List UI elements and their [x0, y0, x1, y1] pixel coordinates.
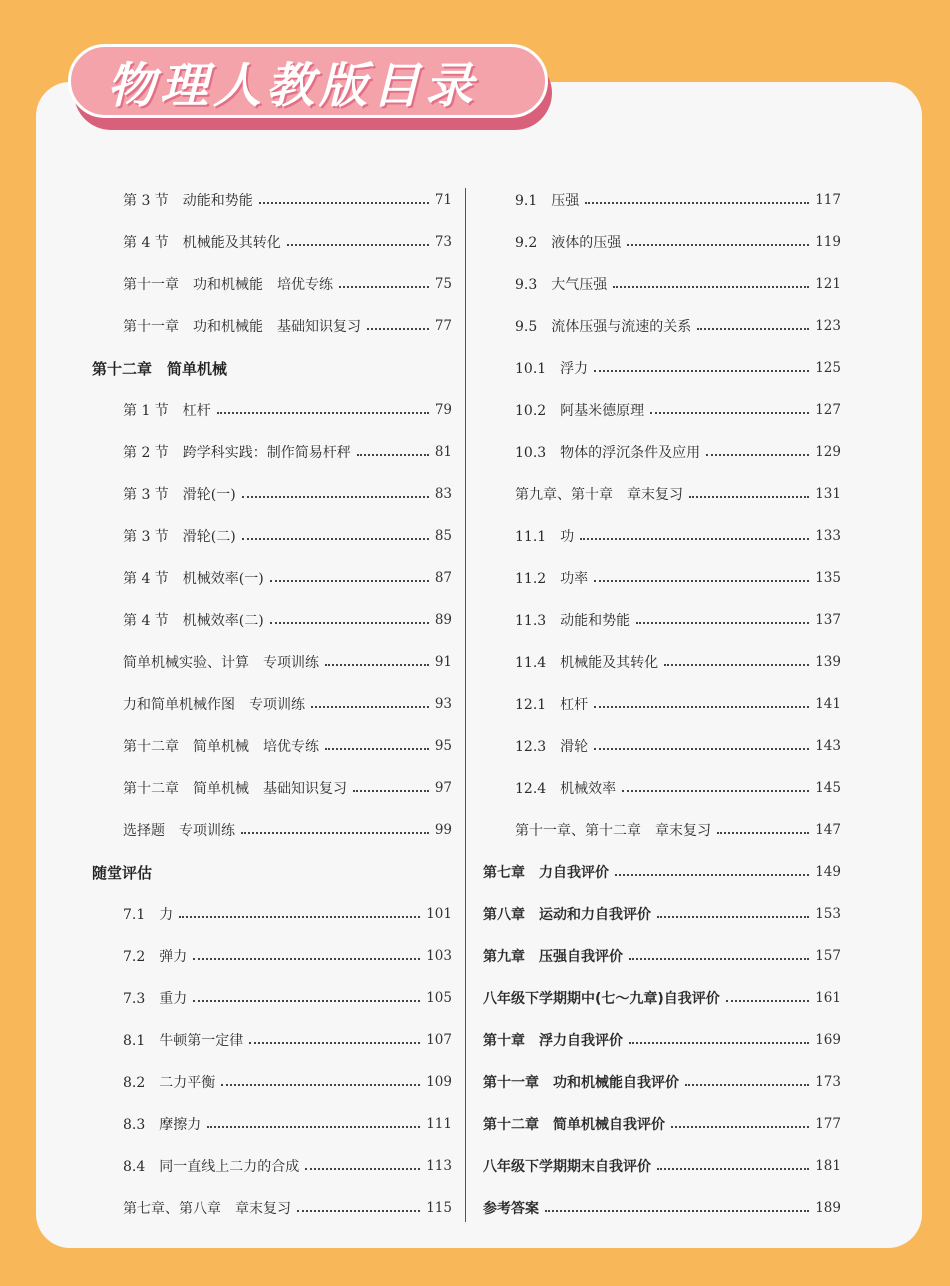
toc-entry-page: 115 [426, 1200, 452, 1216]
toc-entry-title: 11.3 动能和势能 [515, 613, 631, 629]
toc-entry-title: 7.3 重力 [123, 991, 188, 1007]
toc-entry-title: 第 3 节 滑轮(一) [123, 487, 236, 503]
dot-leader [193, 958, 420, 960]
toc-entry-page: 181 [815, 1158, 841, 1174]
toc-entry[interactable] [483, 1103, 841, 1145]
toc-entry[interactable] [483, 641, 841, 683]
toc-entry-page: 177 [815, 1116, 841, 1132]
toc-entry-title: 第八章 运动和力自我评价 [483, 907, 651, 923]
toc-entry[interactable] [92, 641, 452, 683]
toc-left-column [92, 179, 452, 1229]
toc-entry-title: 7.2 弹力 [123, 949, 188, 965]
dot-leader [179, 916, 420, 918]
toc-entry-page: 117 [815, 192, 841, 208]
dot-leader [221, 1084, 420, 1086]
toc-entry-title: 第十一章 功和机械能 基础知识复习 [123, 319, 361, 335]
toc-entry-page: 77 [434, 318, 452, 334]
toc-right-column [483, 179, 841, 1229]
dot-leader [594, 706, 809, 708]
toc-entry-title: 12.4 机械效率 [515, 781, 617, 797]
toc-entry[interactable] [92, 515, 452, 557]
toc-section-heading: 随堂评估 [92, 863, 153, 882]
dot-leader [580, 538, 809, 540]
toc-entry[interactable] [483, 473, 841, 515]
toc-entry[interactable] [92, 767, 452, 809]
toc-entry[interactable] [92, 599, 452, 641]
dot-leader [193, 1000, 420, 1002]
toc-entry-page: 121 [815, 276, 841, 292]
toc-entry-title: 10.3 物体的浮沉条件及应用 [515, 445, 701, 461]
dot-leader [297, 1210, 420, 1212]
toc-entry-page: 123 [815, 318, 841, 334]
dot-leader [217, 412, 429, 414]
toc-entry[interactable] [483, 977, 841, 1019]
toc-entry-page: 85 [434, 528, 452, 544]
dot-leader [270, 622, 429, 624]
toc-entry-title: 第 4 节 机械效率(二) [123, 613, 264, 629]
toc-entry-page: 153 [815, 906, 841, 922]
column-divider [465, 188, 466, 1222]
toc-entry-page: 101 [426, 906, 452, 922]
dot-leader [613, 286, 809, 288]
toc-entry-page: 109 [426, 1074, 452, 1090]
toc-entry[interactable] [92, 977, 452, 1019]
toc-entry-page: 83 [434, 486, 452, 502]
toc-entry-page: 99 [434, 822, 452, 838]
toc-entry-page: 147 [815, 822, 841, 838]
toc-entry[interactable] [483, 347, 841, 389]
toc-entry-page: 127 [815, 402, 841, 418]
toc-entry-title: 9.5 流体压强与流速的关系 [515, 319, 692, 335]
toc-entry-title: 11.4 机械能及其转化 [515, 655, 659, 671]
toc-section-heading: 第十二章 简单机械 [92, 359, 228, 378]
dot-leader [629, 958, 809, 960]
toc-entry-title: 第 3 节 滑轮(二) [123, 529, 236, 545]
toc-entry[interactable] [483, 515, 841, 557]
toc-entry-page: 161 [815, 990, 841, 1006]
toc-entry[interactable] [92, 389, 452, 431]
toc-entry-page: 173 [815, 1074, 841, 1090]
toc-entry[interactable] [483, 767, 841, 809]
dot-leader [242, 538, 429, 540]
dot-leader [242, 496, 429, 498]
toc-entry-page: 139 [815, 654, 841, 670]
toc-entry-title: 简单机械实验、计算 专项训练 [123, 655, 319, 671]
toc-entry[interactable] [483, 935, 841, 977]
toc-entry[interactable] [483, 1019, 841, 1061]
dot-leader [585, 202, 809, 204]
toc-entry-page: 93 [434, 696, 452, 712]
toc-entry[interactable] [483, 431, 841, 473]
toc-entry[interactable] [92, 557, 452, 599]
toc-entry[interactable] [483, 557, 841, 599]
dot-leader [671, 1126, 809, 1128]
toc-entry-title: 8.4 同一直线上二力的合成 [123, 1159, 300, 1175]
toc-entry-page: 145 [815, 780, 841, 796]
toc-entry-page: 133 [815, 528, 841, 544]
toc-entry-title: 八年级下学期期末自我评价 [483, 1159, 651, 1175]
toc-entry[interactable] [483, 851, 841, 893]
toc-entry-title: 8.2 二力平衡 [123, 1075, 216, 1091]
toc-entry-title: 9.3 大气压强 [515, 277, 608, 293]
dot-leader [311, 706, 429, 708]
dot-leader [717, 832, 809, 834]
dot-leader [545, 1210, 809, 1212]
dot-leader [657, 1168, 809, 1170]
dot-leader [594, 580, 809, 582]
toc-entry-page: 97 [434, 780, 452, 796]
dot-leader [325, 748, 429, 750]
dot-leader [615, 874, 809, 876]
toc-entry-title: 八年级下学期期中(七～九章)自我评价 [483, 991, 720, 1007]
toc-entry[interactable] [92, 683, 452, 725]
dot-leader [367, 328, 429, 330]
toc-entry-page: 131 [815, 486, 841, 502]
toc-entry-title: 8.1 牛顿第一定律 [123, 1033, 244, 1049]
toc-entry-page: 89 [434, 612, 452, 628]
dot-leader [259, 202, 429, 204]
toc-entry[interactable] [92, 893, 452, 935]
toc-entry[interactable] [92, 221, 452, 263]
toc-entry-page: 189 [815, 1200, 841, 1216]
toc-entry[interactable] [92, 473, 452, 515]
toc-entry-title: 第十章 浮力自我评价 [483, 1033, 623, 1049]
dot-leader [353, 790, 429, 792]
toc-entry-page: 87 [434, 570, 452, 586]
toc-entry-page: 107 [426, 1032, 452, 1048]
dot-leader [650, 412, 809, 414]
toc-entry-title: 第十二章 简单机械 基础知识复习 [123, 781, 347, 797]
toc-entry-page: 129 [815, 444, 841, 460]
dot-leader [594, 370, 809, 372]
dot-leader [689, 496, 809, 498]
toc-entry[interactable] [483, 221, 841, 263]
toc-entry[interactable] [92, 809, 452, 851]
toc-entry[interactable] [483, 179, 841, 221]
toc-entry-page: 75 [434, 276, 452, 292]
toc-entry[interactable] [92, 1187, 452, 1229]
toc-entry-title: 第 2 节 跨学科实践：制作简易杆秤 [123, 445, 351, 461]
toc-entry-title: 第 4 节 机械效率(一) [123, 571, 264, 587]
page-title: 物理人教版目录 [107, 57, 479, 114]
toc-entry-title: 第十二章 简单机械 培优专练 [123, 739, 319, 755]
title-banner [68, 44, 548, 118]
dot-leader [594, 748, 809, 750]
dot-leader [627, 244, 809, 246]
dot-leader [207, 1126, 420, 1128]
toc-entry-page: 95 [434, 738, 452, 754]
dot-leader [241, 832, 429, 834]
dot-leader [629, 1042, 809, 1044]
toc-entry-page: 137 [815, 612, 841, 628]
dot-leader [305, 1168, 420, 1170]
dot-leader [697, 328, 809, 330]
toc-entry-title: 12.1 杠杆 [515, 697, 589, 713]
toc-entry[interactable] [483, 1145, 841, 1187]
toc-entry-page: 119 [815, 234, 841, 250]
toc-entry-page: 149 [815, 864, 841, 880]
toc-entry-page: 105 [426, 990, 452, 1006]
dot-leader [685, 1084, 809, 1086]
toc-entry-title: 11.2 功率 [515, 571, 589, 587]
toc-entry-title: 参考答案 [483, 1201, 539, 1217]
toc-entry[interactable] [483, 1061, 841, 1103]
toc-entry[interactable] [483, 683, 841, 725]
toc-entry-title: 9.2 液体的压强 [515, 235, 622, 251]
toc-entry-page: 157 [815, 948, 841, 964]
toc-entry-title: 第七章 力自我评价 [483, 865, 609, 881]
toc-entry[interactable] [483, 893, 841, 935]
toc-entry-title: 选择题 专项训练 [123, 823, 235, 839]
toc-entry-title: 第十一章 功和机械能 培优专练 [123, 277, 333, 293]
toc-entry-title: 第十一章 功和机械能自我评价 [483, 1075, 679, 1091]
toc-entry-page: 135 [815, 570, 841, 586]
toc-entry-title: 第十一章、第十二章 章末复习 [515, 823, 711, 839]
toc-entry-page: 73 [434, 234, 452, 250]
dot-leader [287, 244, 429, 246]
dot-leader [249, 1042, 420, 1044]
toc-entry-title: 8.3 摩擦力 [123, 1117, 202, 1133]
dot-leader [726, 1000, 809, 1002]
toc-entry-title: 9.1 压强 [515, 193, 580, 209]
toc-entry[interactable] [483, 809, 841, 851]
toc-entry-page: 71 [434, 192, 452, 208]
dot-leader [270, 580, 429, 582]
toc-entry-page: 141 [815, 696, 841, 712]
toc-entry-page: 91 [434, 654, 452, 670]
toc-entry-page: 111 [426, 1116, 452, 1132]
toc-entry-title: 12.3 滑轮 [515, 739, 589, 755]
toc-entry-page: 113 [426, 1158, 452, 1174]
toc-entry[interactable] [92, 263, 452, 305]
toc-entry[interactable] [483, 725, 841, 767]
toc-entry-title: 力和简单机械作图 专项训练 [123, 697, 305, 713]
dot-leader [664, 664, 809, 666]
toc-entry-page: 125 [815, 360, 841, 376]
toc-entry[interactable] [92, 1061, 452, 1103]
toc-entry-title: 第 3 节 动能和势能 [123, 193, 253, 209]
toc-entry-title: 第九章、第十章 章末复习 [515, 487, 683, 503]
toc-entry[interactable] [483, 1187, 841, 1229]
toc-entry[interactable] [483, 263, 841, 305]
toc-entry-title: 第 1 节 杠杆 [123, 403, 211, 419]
toc-entry-title: 第十二章 简单机械自我评价 [483, 1117, 665, 1133]
toc-entry-title: 10.1 浮力 [515, 361, 589, 377]
toc-entry[interactable] [92, 725, 452, 767]
toc-entry-title: 7.1 力 [123, 907, 174, 923]
toc-entry[interactable] [483, 599, 841, 641]
toc-entry-title: 第九章 压强自我评价 [483, 949, 623, 965]
toc-entry[interactable] [92, 431, 452, 473]
toc-entry[interactable] [92, 1145, 452, 1187]
toc-entry-page: 103 [426, 948, 452, 964]
dot-leader [339, 286, 429, 288]
dot-leader [622, 790, 809, 792]
toc-entry[interactable] [92, 305, 452, 347]
dot-leader [636, 622, 809, 624]
toc-entry[interactable] [92, 1019, 452, 1061]
toc-entry-title: 第七章、第八章 章末复习 [123, 1201, 291, 1217]
dot-leader [657, 916, 809, 918]
toc-entry-page: 169 [815, 1032, 841, 1048]
toc-entry-title: 10.2 阿基米德原理 [515, 403, 645, 419]
toc-entry-title: 第 4 节 机械能及其转化 [123, 235, 281, 251]
dot-leader [357, 454, 429, 456]
dot-leader [706, 454, 809, 456]
toc-entry[interactable] [92, 1103, 452, 1145]
toc-entry[interactable] [92, 179, 452, 221]
toc-entry[interactable] [92, 935, 452, 977]
dot-leader [325, 664, 429, 666]
toc-entry-page: 79 [434, 402, 452, 418]
toc-entry[interactable] [483, 389, 841, 431]
toc-entry-page: 81 [434, 444, 452, 460]
toc-entry-title: 11.1 功 [515, 529, 575, 545]
toc-entry-page: 143 [815, 738, 841, 754]
toc-entry[interactable] [483, 305, 841, 347]
